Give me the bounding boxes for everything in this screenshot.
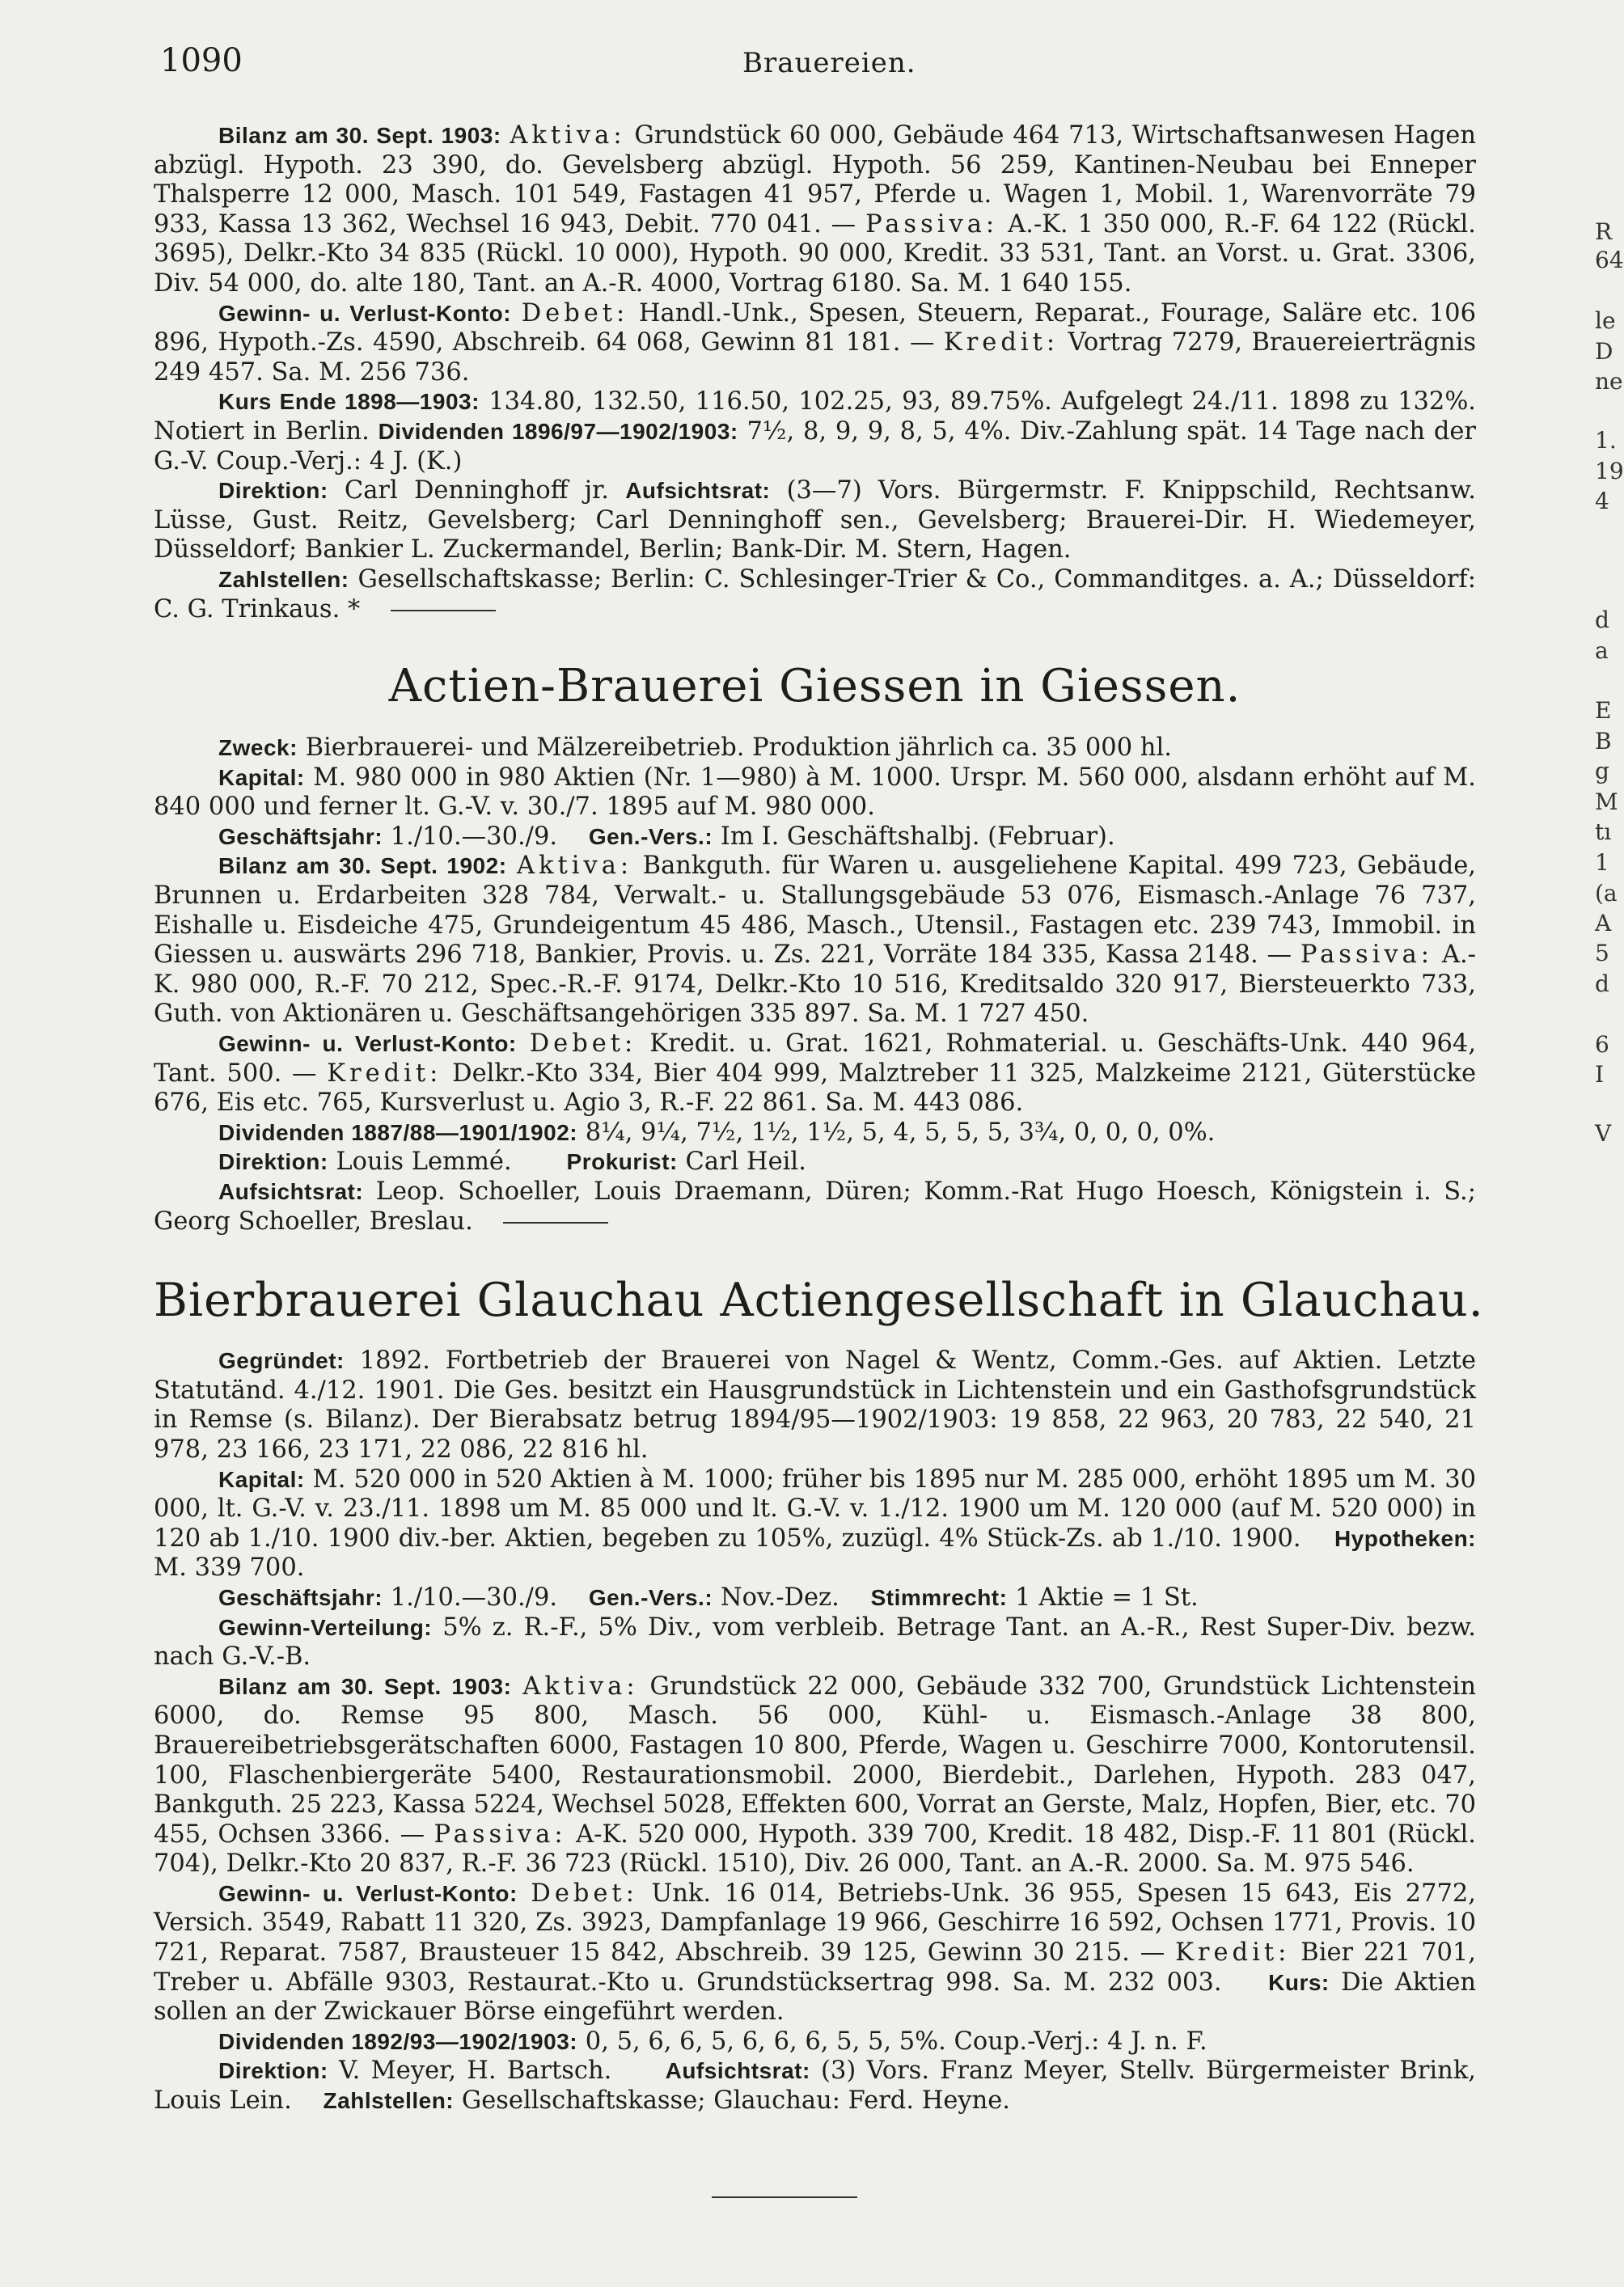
margin-fragment: 64 (1595, 247, 1624, 273)
margin-fragment: 5 (1595, 940, 1609, 966)
paying-agents-paragraph: Zahlstellen: Gesellschaftskasse; Berlin: C. Schlesinger-Trier & Co., Commanditges. a. A.; Düsseldorf: C. G. Trinkaus. * (154, 564, 1476, 624)
balance-sheet-paragraph: Bilanz am 30. Sept. 1902: Aktiva: Bankguth. für Waren u. ausgeliehene Kapital. 499 723, Gebäude, Brunnen u. Erdarbeiten 328 784, Verwalt.- u. Stallungsgebäude 53 076, Eismasch.-Anlage 76 737, Eishalle u. Eisdeiche 475, Grundeigentum 45 486, Masch., Utensil., Fastagen etc. 239 743, Immobil. in Giessen u. auswärts 296 718, Bankier, Provis. u. Zs. 221, Vorräte 184 335, Kassa 2148. — Passiva: A.-K. 980 000, R.-F. 70 212, Spec.-R.-F. 9174, Delkr.-Kto 10 516, Kreditsaldo 320 917, Biersteuerkto 733, Guth. von Aktionären u. Geschäftsangehörigen 335 897. Sa. M. 1 727 450. (154, 852, 1476, 1029)
margin-fragment: M (1595, 788, 1618, 815)
margin-fragment: g (1595, 758, 1609, 784)
margin-fragment: tı (1595, 818, 1612, 845)
profit-loss-paragraph: Gewinn- u. Verlust-Konto: Debet: Handl.-Unk., Spesen, Steuern, Reparat., Fourage, Saläre etc. 106 896, Hypoth.-Zs. 4590, Abschreib. 64 068, Gewinn 81 181. — Kredit: Vortrag 7279, Brauereierträgnis 249 457. Sa. M. 256 736. (154, 298, 1476, 387)
management-paragraph: Direktion: V. Meyer, H. Bartsch. Aufsichtsrat: (3) Vors. Franz Meyer, Stellv. Bürgermeister Brink, Louis Lein. Zahlstellen: Gesellschaftskasse; Glauchau: Ferd. Heyne. (154, 2057, 1476, 2116)
balance-sheet-paragraph: Bilanz am 30. Sept. 1903: Aktiva: Grundstück 22 000, Gebäude 332 700, Grundstück Lichtenstein 6000, do. Remse 95 800, Masch. 56 000, Kühl- u. Eismasch.-Anlage 38 800, Brauereibetriebsgerätschaften 6000, Fastagen 10 800, Pferde, Wagen u. Geschirre 7000, Kontorutensil. 100, Flaschenbiergeräte 5400, Restaurationsmobil. 2000, Bierdebit., Darlehen, Hypoth. 283 047, Bankguth. 25 223, Kassa 5224, Wechsel 5028, Effekten 600, Vorrat an Gerste, Malz, Hopfen, Bier, etc. 70 455, Ochsen 3366. — Passiva: A-K. 520 000, Hypoth. 339 700, Kredit. 18 482, Disp.-F. 11 801 (Rückl. 704), Delkr.-Kto 20 837, R.-F. 36 723 (Rückl. 1510), Div. 26 000, Tant. an A.-R. 2000. Sa. M. 975 546. (154, 1672, 1476, 1879)
margin-fragment: 4 (1595, 488, 1609, 514)
price-dividend-paragraph: Kurs Ende 1898—1903: 134.80, 132.50, 116.50, 102.25, 93, 89.75%. Aufgelegt 24./11. 1898 zu 132%. Notiert in Berlin. Dividenden 1896/97—1902/1903: 7½, 8, 9, 9, 8, 5, 4%. Div.-Zahlung spät. 14 Tage nach der G.-V. Coup.-Verj.: 4 J. (K.) (154, 387, 1476, 476)
balance-sheet-paragraph: Bilanz am 30. Sept. 1903: Aktiva: Grundstück 60 000, Gebäude 464 713, Wirtschaftsanwesen Hagen abzügl. Hypoth. 23 390, do. Gevelsberg abzügl. Hypoth. 56 259, Kantinen-Neubau bei Enneper Thalsperre 12 000, Masch. 101 549, Fastagen 41 957, Pferde u. Wagen 1, Mobil. 1, Warenvorräte 79 933, Kassa 13 362, Wechsel 16 943, Debit. 770 041. — Passiva: A.-K. 1 350 000, R.-F. 64 122 (Rückl. 3695), Delkr.-Kto 34 835 (Rückl. 10 000), Hypoth. 90 000, Kredit. 33 531, Tant. an Vorst. u. Grat. 3306, Div. 54 000, do. alte 180, Tant. an A.-R. 4000, Vortrag 6180. Sa. M. 1 640 155. (154, 121, 1476, 298)
margin-fragment: D (1595, 338, 1613, 365)
margin-fragment: d (1595, 607, 1609, 633)
page-header (160, 42, 1487, 91)
profit-loss-paragraph: Gewinn- u. Verlust-Konto: Debet: Kredit. u. Grat. 1621, Rohmaterial. u. Geschäfts-Unk. 440 964, Tant. 500. — Kredit: Delkr.-Kto 334, Bier 404 999, Malztreber 11 325, Malzkeime 2121, Güterstücke 676, Eis etc. 765, Kursverlust u. Agio 3, R.-F. 22 861. Sa. M. 443 086. (154, 1029, 1477, 1118)
fiscal-year-paragraph: Geschäftsjahr: 1./10.—30./9. Gen.-Vers.: Nov.-Dez. Stimmrecht: 1 Aktie = 1 St. (218, 1583, 1199, 1612)
profit-loss-paragraph: Gewinn- u. Verlust-Konto: Debet: Unk. 16 014, Betriebs-Unk. 36 955, Spesen 15 643, Eis 2772, Versich. 3549, Rabatt 11 320, Zs. 3923, Dampfanlage 19 966, Geschirre 16 592, Ochsen 1771, Provis. 10 721, Reparat. 7587, Brausteuer 15 842, Abschreib. 39 125, Gewinn 30 215. — Kredit: Bier 221 701, Treber u. Abfälle 9303, Restaurat.-Kto u. Grundstücksertrag 998. Sa. M. 232 003. Kurs: Die Aktien sollen an der Zwickauer Börse eingeführt werden. (154, 1879, 1477, 2027)
margin-fragment: ne (1595, 368, 1623, 395)
entry-bierbrauerei-glauchau (154, 1274, 1484, 2116)
margin-fragment: le (1595, 307, 1616, 334)
margin-fragment: 6 (1595, 1031, 1609, 1058)
entry-continuation (154, 121, 1476, 624)
management-paragraph: Direktion: Carl Denninghoff jr. Aufsichtsrat: (3—7) Vors. Bürgermstr. F. Knippschild, Rechtsanw. Lüsse, Gust. Reitz, Gevelsberg; Carl Denninghoff sen., Gevelsberg; Brauerei-Dir. H. Wiedemeyer, Düsseldorf; Bankier L. Zuckermandel, Berlin; Bank-Dir. M. Stern, Hagen. (154, 476, 1476, 564)
capital-paragraph: Kapital: M. 520 000 in 520 Aktien à M. 1000; früher bis 1895 nur M. 285 000, erhöht 1895 um M. 30 000, lt. G.-V. v. 23./11. 1898 um M. 85 000 und lt. G.-V. v. 1./12. 1900 um M. 120 000 (auf M. 520 000) in 120 ab 1./10. 1900 div.-ber. Aktien, begeben zu 105%, zuzügl. 4% Stück-Zs. ab 1./10. 1900. Hypotheken: M. 339 700. (154, 1465, 1477, 1583)
founding-paragraph: Gegründet: 1892. Fortbetrieb der Brauerei von Nagel & Wentz, Comm.-Ges. auf Aktien. Letzte Statutänd. 4./12. 1901. Die Ges. besitzt ein Hausgrundstück in Lichtenstein und ein Gasthofsgrundstück in Remse (s. Bilanz). Der Bierabsatz betrug 1894/95—1902/1903: 19 858, 22 963, 20 783, 22 540, 21 978, 23 166, 23 171, 22 086, 22 816 hl. (154, 1346, 1476, 1464)
dividends-paragraph: Dividenden 1892/93—1902/1903: 0, 5, 6, 6, 5, 6, 6, 6, 5, 5, 5%. Coup.-Verj.: 4 J. n. F. (218, 2027, 1207, 2056)
purpose-paragraph: Zweck: Bierbrauerei- und Mälzereibetrieb. Produktion jährlich ca. 35 000 hl. (218, 733, 1172, 763)
margin-fragment: R (1595, 218, 1613, 245)
profit-distribution-paragraph: Gewinn-Verteilung: 5% z. R.-F., 5% Div., vom verbleib. Betrage Tant. an A.-R., Rest Super-Div. bezw. nach G.-V.-B. (154, 1613, 1476, 1672)
margin-fragment: B (1595, 728, 1612, 755)
margin-fragment: I (1595, 1061, 1605, 1088)
running-head: Brauereien. (742, 47, 916, 79)
company-title: Actien-Brauerei Giessen in Giessen. (388, 660, 1241, 713)
text-column (154, 121, 1484, 2116)
separator-rule (503, 1222, 608, 1224)
entry-actien-brauerei-giessen (154, 660, 1476, 1237)
margin-fragment: A (1595, 910, 1612, 936)
end-separator-rule (712, 2196, 857, 2198)
fiscal-year-paragraph: Geschäftsjahr: 1./10.—30./9. Gen.-Vers.: Im I. Geschäftshalbj. (Februar). (218, 822, 1115, 851)
margin-fragment: 1. (1595, 427, 1617, 454)
margin-fragment: d (1595, 970, 1609, 997)
margin-fragment: E (1595, 697, 1612, 724)
company-title: Bierbrauerei Glauchau Actiengesellschaft in Glauchau. (154, 1274, 1484, 1328)
margin-fragment: 19 (1595, 458, 1624, 484)
adjacent-page-margin (1595, 0, 1624, 2287)
supervisory-board-paragraph: Aufsichtsrat: Leop. Schoeller, Louis Draemann, Düren; Komm.-Rat Hugo Hoesch, Königstein i. S.; Georg Schoeller, Breslau. (154, 1177, 1476, 1236)
capital-paragraph: Kapital: M. 980 000 in 980 Aktien (Nr. 1—980) à M. 1000. Urspr. M. 560 000, alsdann erhöht auf M. 840 000 und ferner lt. G.-V. v. 30./7. 1895 auf M. 980 000. (154, 763, 1476, 822)
separator-rule (391, 610, 496, 611)
margin-fragment: 1 (1595, 849, 1609, 876)
dividends-paragraph: Dividenden 1887/88—1901/1902: 8¼, 9¼, 7½, 1½, 1½, 5, 4, 5, 5, 5, 3¾, 0, 0, 0, 0%. (218, 1118, 1216, 1147)
page-number: 1090 (160, 42, 243, 79)
margin-fragment: a (1595, 637, 1609, 664)
management-paragraph: Direktion: Louis Lemmé. Prokurist: Carl Heil. (218, 1148, 806, 1177)
margin-fragment: (a (1595, 880, 1618, 907)
margin-fragment: V (1595, 1120, 1612, 1147)
